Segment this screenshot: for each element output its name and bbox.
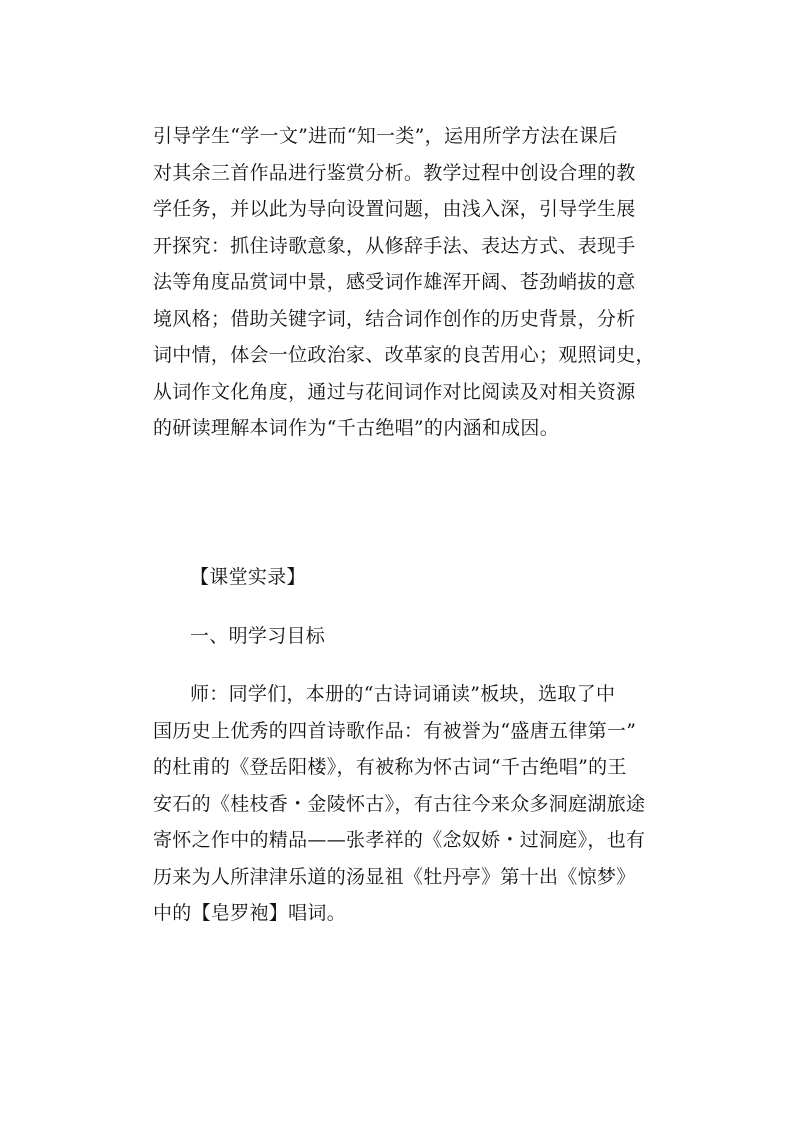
subsection-heading-text: 一、明学习目标: [190, 625, 326, 647]
text-line: 法等角度品赏词中景，感受词作雄浑开阔、苍劲峭拔的意: [153, 271, 636, 293]
text-line: 开探究：抓住诗歌意象，从修辞手法、表达方式、表现手: [153, 234, 636, 257]
paragraph-intro: [153, 118, 673, 447]
section-heading: [190, 559, 710, 596]
paragraph-teacher: [153, 676, 673, 932]
subsection-heading: [190, 618, 710, 655]
text-line: 词中情，体会一位政治家、改革家的良苦用心；观照词史，: [153, 344, 655, 366]
text-line: 寄怀之作中的精品——张孝祥的《念奴娇・过洞庭》，也有: [153, 829, 646, 851]
text-line: 引导学生“学一文”进而“知一类”，运用所学方法在课后: [153, 125, 618, 147]
text-line: 的研读理解本词作为“千古绝唱”的内涵和成因。: [153, 417, 560, 439]
text-line: 中的【皂罗袍】唱词。: [153, 902, 347, 924]
text-line: 师：同学们，本册的“古诗词诵读”板块，选取了中: [190, 683, 616, 705]
text-line: 国历史上优秀的四首诗歌作品：有被誉为“盛唐五律第一”: [153, 719, 637, 742]
text-line: 学任务，并以此为导向设置问题，由浅入深，引导学生展: [153, 198, 636, 220]
text-line: 安石的《桂枝香・金陵怀古》，有古往今来众多洞庭湖旅途: [153, 792, 646, 815]
text-line: 境风格；借助关键字词，结合词作创作的历史背景，分析: [153, 307, 636, 330]
text-line: 从词作文化角度，通过与花间词作对比阅读及对相关资源: [153, 380, 636, 403]
text-line: 对其余三首作品进行鉴赏分析。教学过程中创设合理的教: [153, 161, 636, 184]
section-heading-text: 【课堂实录】: [190, 566, 306, 588]
text-line: 历来为人所津津乐道的汤显祖《牡丹亭》第十出《惊梦》: [153, 865, 636, 888]
text-line: 的杜甫的《登岳阳楼》，有被称为怀古词“千古绝唱”的王: [153, 756, 627, 778]
